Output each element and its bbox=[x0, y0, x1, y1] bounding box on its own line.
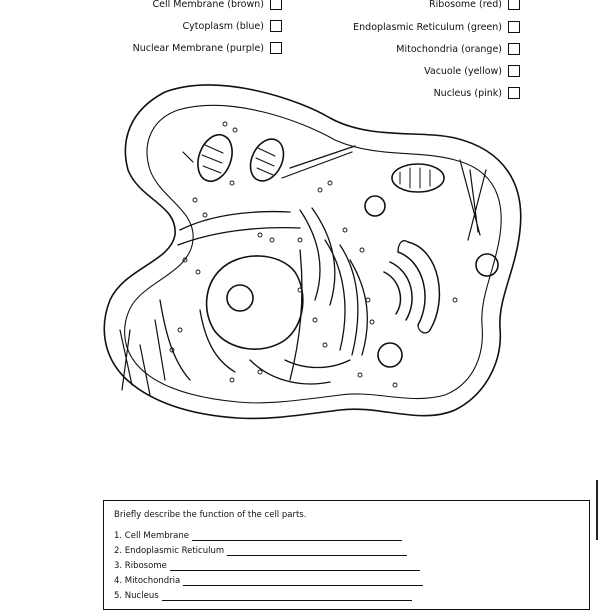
ribosome bbox=[328, 181, 332, 185]
mitochondrion bbox=[192, 130, 238, 186]
answer-field[interactable] bbox=[192, 531, 402, 541]
ribosome bbox=[453, 298, 457, 302]
ribosome bbox=[360, 248, 364, 252]
legend-label: Nuclear Membrane (purple) bbox=[132, 42, 264, 54]
ribosome bbox=[178, 328, 182, 332]
answer-line-ribosome bbox=[114, 561, 420, 571]
page-edge-mark bbox=[596, 480, 598, 540]
answer-label: 3. Ribosome bbox=[114, 561, 167, 571]
ribosome bbox=[318, 188, 322, 192]
vacuole bbox=[365, 196, 385, 216]
cell-membrane-outline bbox=[104, 85, 520, 418]
ribosome bbox=[343, 228, 347, 232]
legend-label: Vacuole (yellow) bbox=[424, 65, 502, 77]
worksheet-box bbox=[103, 500, 590, 610]
legend-label: Cytoplasm (blue) bbox=[182, 20, 264, 32]
answer-field[interactable] bbox=[170, 561, 420, 571]
ribosome bbox=[193, 198, 197, 202]
ribosome bbox=[370, 320, 374, 324]
mitochondrion-cristae bbox=[202, 145, 223, 173]
legend-label: Nucleus (pink) bbox=[433, 87, 502, 99]
ribosome bbox=[223, 122, 227, 126]
ribosome bbox=[230, 181, 234, 185]
mitochondrion bbox=[244, 134, 290, 187]
answer-line-mitochondria bbox=[114, 576, 423, 586]
ribosome bbox=[366, 298, 370, 302]
nucleus-outline bbox=[207, 256, 303, 349]
worksheet-prompt: Briefly describe the function of the cell parts. bbox=[114, 510, 307, 520]
legend-label: Cell Membrane (brown) bbox=[152, 0, 264, 10]
golgi-apparatus bbox=[384, 242, 439, 330]
ribosome bbox=[270, 238, 274, 242]
ribosome bbox=[196, 270, 200, 274]
answer-label: 4. Mitochondria bbox=[114, 576, 181, 586]
legend-label: Endoplasmic Reticulum (green) bbox=[353, 21, 502, 33]
answer-field[interactable] bbox=[183, 576, 423, 586]
vacuole bbox=[476, 254, 498, 276]
ribosome bbox=[358, 373, 362, 377]
answer-line-cell-membrane bbox=[114, 531, 402, 541]
answer-label: 2. Endoplasmic Reticulum bbox=[114, 546, 225, 556]
ribosome bbox=[230, 378, 234, 382]
mitochondrion-cristae bbox=[400, 168, 430, 188]
cytoplasm-outline bbox=[125, 105, 502, 402]
answer-field[interactable] bbox=[227, 546, 407, 556]
mitochondrion-cristae bbox=[256, 148, 275, 175]
ribosome bbox=[323, 343, 327, 347]
answer-label: 1. Cell Membrane bbox=[114, 531, 189, 541]
cytoskeleton-rods bbox=[120, 146, 486, 395]
answer-label: 5. Nucleus bbox=[114, 591, 159, 601]
endoplasmic-reticulum bbox=[160, 208, 367, 384]
ribosome bbox=[258, 233, 262, 237]
ribosome bbox=[233, 128, 237, 132]
ribosome bbox=[258, 370, 262, 374]
ribosome bbox=[393, 383, 397, 387]
legend-label: Ribosome (red) bbox=[429, 0, 502, 10]
ribosomes bbox=[170, 122, 457, 387]
legend-label: Mitochondria (orange) bbox=[396, 43, 502, 55]
answer-line-endoplasmic-reticulum bbox=[114, 546, 407, 556]
ribosome bbox=[313, 318, 317, 322]
nucleolus bbox=[227, 285, 253, 311]
vacuole bbox=[378, 343, 402, 367]
ribosome bbox=[298, 238, 302, 242]
ribosome bbox=[203, 213, 207, 217]
